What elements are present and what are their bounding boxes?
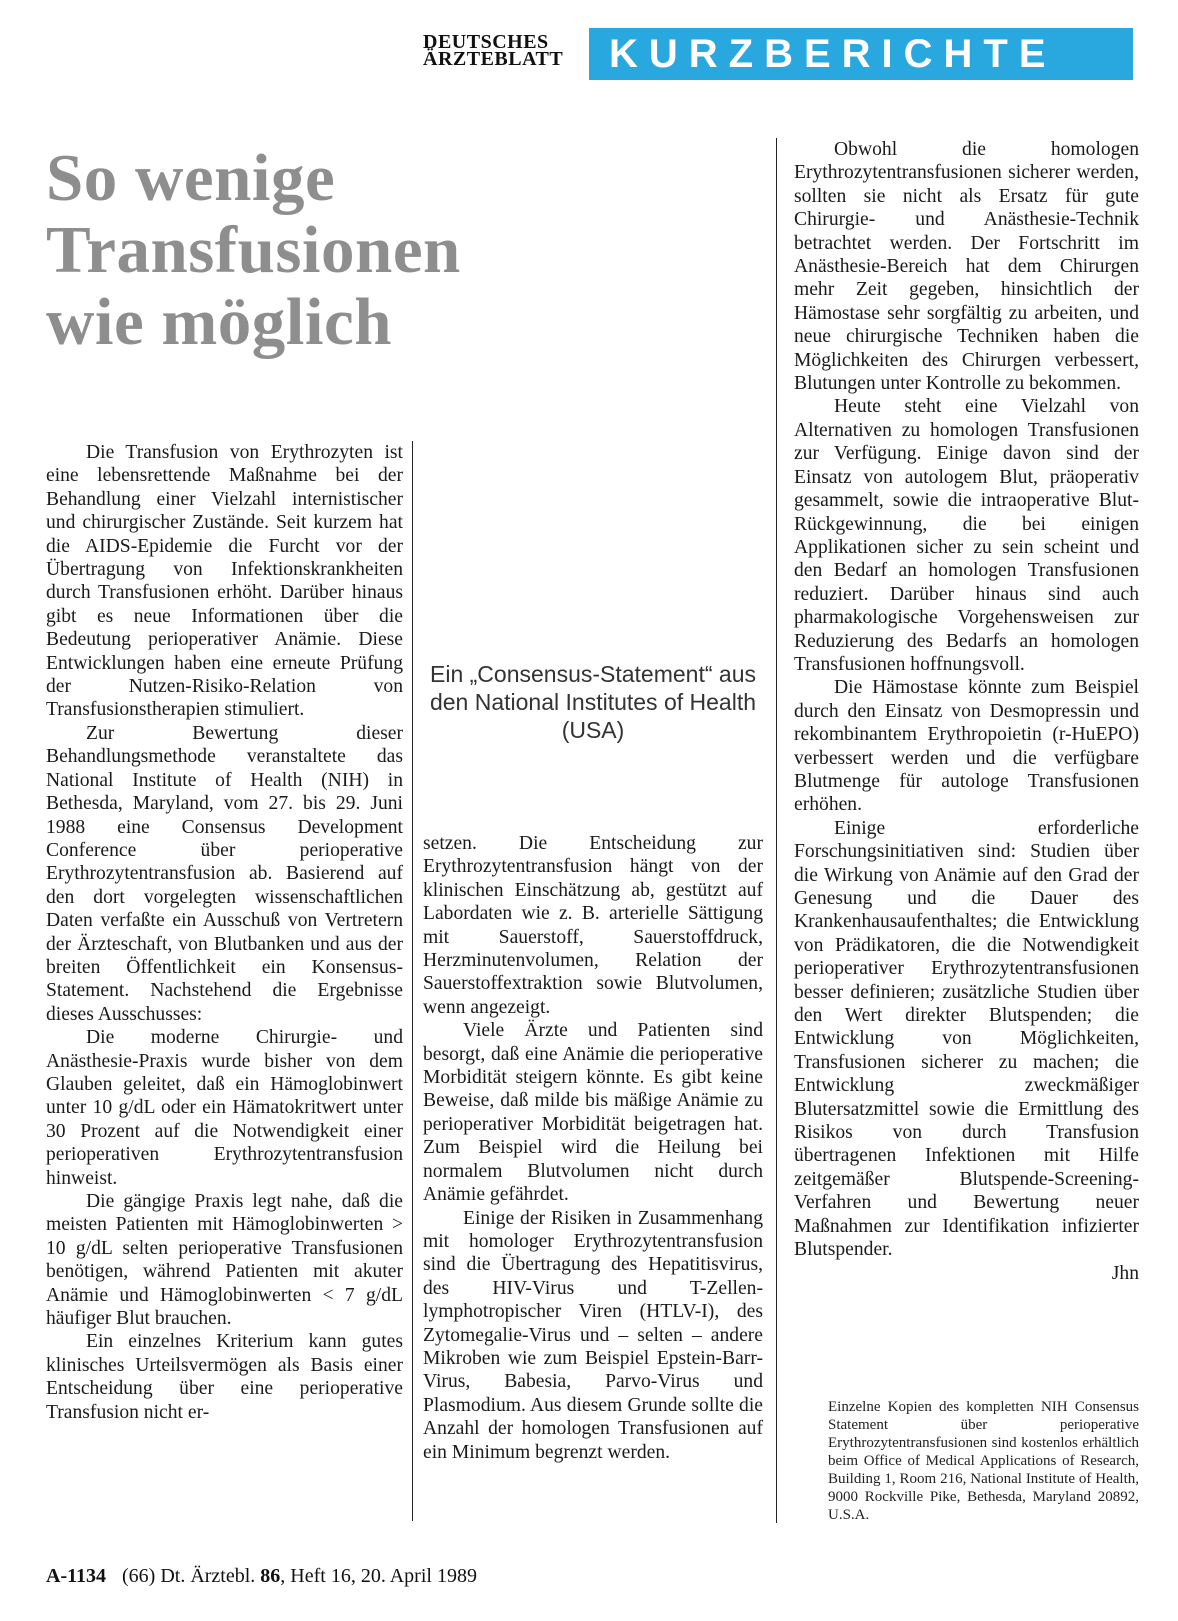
title-line-2: Transfusionen: [46, 213, 461, 287]
paragraph: setzen. Die Entscheidung zur Erythrozytentransfusion hängt von der klinischen Einschätzung ab, gestützt auf Labordaten wie z. B. arterielle Sättigung mit Sauerstoff, Sauerstoffdruck, Herzminutenvolumen, Relation der Sauerstoffextraktion sowie Blutvolumen, wenn angezeigt.: [423, 833, 763, 1018]
title-line-1: So wenige: [46, 141, 336, 215]
section-rubric: KURZBERICHTE: [589, 28, 1133, 80]
paragraph: Ein einzelnes Kriterium kann gutes klinisches Urteilsvermögen als Basis einer Entscheidung über eine perioperative Transfusion nicht er-: [46, 1331, 403, 1423]
paragraph: Heute steht eine Vielzahl von Alternativen zu homologen Transfusionen zur Verfügung. Einige davon sind der Einsatz von autologem Blut, präoperativ gesammelt, sowie die intraoperative Blut-Rückgewinnung, die bei einigen Applikationen sicher zu sein scheint und den Bedarf an homologen Transfusionen reduziert. Darüber hinaus sind auch pharmakologische Vorgehensweisen zur Reduzierung des Bedarfs an homologen Transfusionen hoffnungsvoll.: [794, 396, 1139, 675]
article-subtitle: Ein „Consensus-Statement“ aus den National Institutes of Health (USA): [429, 661, 757, 743]
masthead-line-2: ÄRZTEBLATT: [423, 48, 564, 70]
author-signature: Jhn: [1111, 1262, 1139, 1284]
column-divider-1: [412, 441, 413, 1521]
paragraph: Zur Bewertung dieser Behandlungsmethode veranstaltete das National Institute of Health (NIH) in Bethesda, Maryland, vom 27. bis 29. Juni 1988 eine Consensus Development Conference über perioperative Erythrozytentransfusion ab. Basierend auf den dort vorgelegten wissenschaftlichen Daten verfaßte ein Ausschuß von Vertretern der Ärzteschaft, von Blutbanken und aus der breiten Öffentlichkeit ein Konsensus-Statement. Nachstehend die Ergebnisse dieses Ausschusses:: [46, 722, 403, 1025]
page-footer: [46, 1565, 477, 1588]
masthead-logo: [423, 31, 564, 70]
title-line-3: wie möglich: [46, 285, 393, 359]
paragraph: Die Hämostase könnte zum Beispiel durch den Einsatz von Desmopressin und rekombinantem Erythropoietin (r-HuEPO) verbessert werden und die verfügbare Blutmenge für autologe Transfusionen erhöhen.: [794, 677, 1139, 816]
paragraph: Einige der Risiken in Zusammenhang mit homologer Erythrozytentransfusion sind die Übertragung des Hepatitisvirus, des HIV-Virus und T-Zellen-lymphotropischer Viren (HTLV-I), des Zytomegalie-Virus und – selten – andere Mikroben wie zum Beispiel Epstein-Barr-Virus, Babesia, Parvo-Virus und Plasmodium. Aus diesem Grunde sollte die Anzahl der homologen Transfusionen auf ein Minimum begrenzt werden.: [423, 1207, 763, 1463]
issue-suffix: , Heft 16, 20. April 1989: [280, 1565, 477, 1587]
article-column-1: [46, 441, 403, 1424]
paragraph: Viele Ärzte und Patienten sind besorgt, daß eine Anämie die perioperative Morbidität steigern könnte. Es gibt keine Beweise, daß milde bis mäßige Anämie zu perioperativer Morbidität beigetragen hat. Zum Beispiel wird die Heilung bei normalem Blutvolumen nicht durch Anämie gefährdet.: [423, 1020, 763, 1206]
paragraph: Die Transfusion von Erythrozyten ist eine lebensrettende Maßnahme bei der Behandlung einer Vielzahl internistischer und chirurgischer Zustände. Seit kurzem hat die AIDS-Epidemie die Furcht vor der Übertragung von Infektionskrankheiten durch Transfusionen erhöht. Darüber hinaus gibt es neue Informationen über die Bedeutung perioperativer Anämie. Diese Entwicklungen haben eine erneute Prüfung der Nutzen-Risiko-Relation von Transfusionstherapien stimuliert.: [46, 442, 403, 721]
article-title: [46, 142, 461, 358]
article-column-2: [423, 832, 763, 1464]
masthead-line-1: DEUTSCHES: [423, 31, 549, 53]
paragraph: Die gängige Praxis legt nahe, daß die meisten Patienten mit Hämoglobinwerten > 10 g/dL selten perioperative Transfusionen benötigen, während Patienten mit akuter Anämie und Hämoglobinwerten < 7 g/dL häufiger Blut brauchen.: [46, 1191, 403, 1330]
paragraph: Obwohl die homologen Erythrozytentransfusionen sicherer werden, sollten sie nicht als Ersatz für gute Chirurgie- und Anästhesie-Technik betrachtet werden. Der Fortschritt im Anästhesie-Bereich hat dem Chirurgen mehr Zeit gegeben, hinsichtlich der Hämostase sehr sorgfältig zu arbeiten, und neue chirurgische Techniken haben die Möglichkeiten des Chirurgen verbessert, Blutungen unter Kontrolle zu bekommen.: [794, 139, 1139, 395]
footnote-box: Einzelne Kopien des kompletten NIH Consensus Statement über perioperative Erythrozytentransfusionen sind kostenlos erhältlich beim Office of Medical Applications of Research, Building 1, Room 216, National Institute of Health, 9000 Rockville Pike, Bethesda, Maryland 20892, U.S.A.: [828, 1399, 1139, 1523]
paragraph: Einige erforderliche Forschungsinitiativen sind: Studien über die Wirkung von Anämie auf den Grad der Genesung und die Dauer des Krankenhausaufenthaltes; die Entwicklung von Prädikatoren, die die Notwendigkeit perioperativer Erythrozytentransfusionen besser definieren; zusätzliche Studien über den Wert direkter Blutspenden; die Entwicklung von Möglichkeiten, Transfusionen sicherer zu machen; die Entwicklung zweckmäßiger Blutersatzmittel sowie die Ermittlung des Risikos von durch Transfusion übertragenen Infektionen mit Hilfe zeitgemäßer Blutspende-Screening-Verfahren und Bewertung neuer Maßnahmen zur Identifikation infizierter Blutspender.: [794, 817, 1139, 1261]
paragraph: Die moderne Chirurgie- und Anästhesie-Praxis wurde bisher von dem Glauben geleitet, daß ein Hämoglobinwert unter 10 g/dL oder ein Hämatokritwert unter 30 Prozent auf die Notwendigkeit einer perioperativen Erythrozytentransfusion hinweist.: [46, 1027, 403, 1189]
volume-number: 86: [260, 1565, 281, 1587]
article-column-3: [794, 138, 1139, 1285]
column-divider-2: [776, 138, 777, 1523]
page-number: A-1134: [46, 1565, 106, 1587]
issue-prefix: (66) Dt. Ärztebl.: [122, 1565, 256, 1587]
